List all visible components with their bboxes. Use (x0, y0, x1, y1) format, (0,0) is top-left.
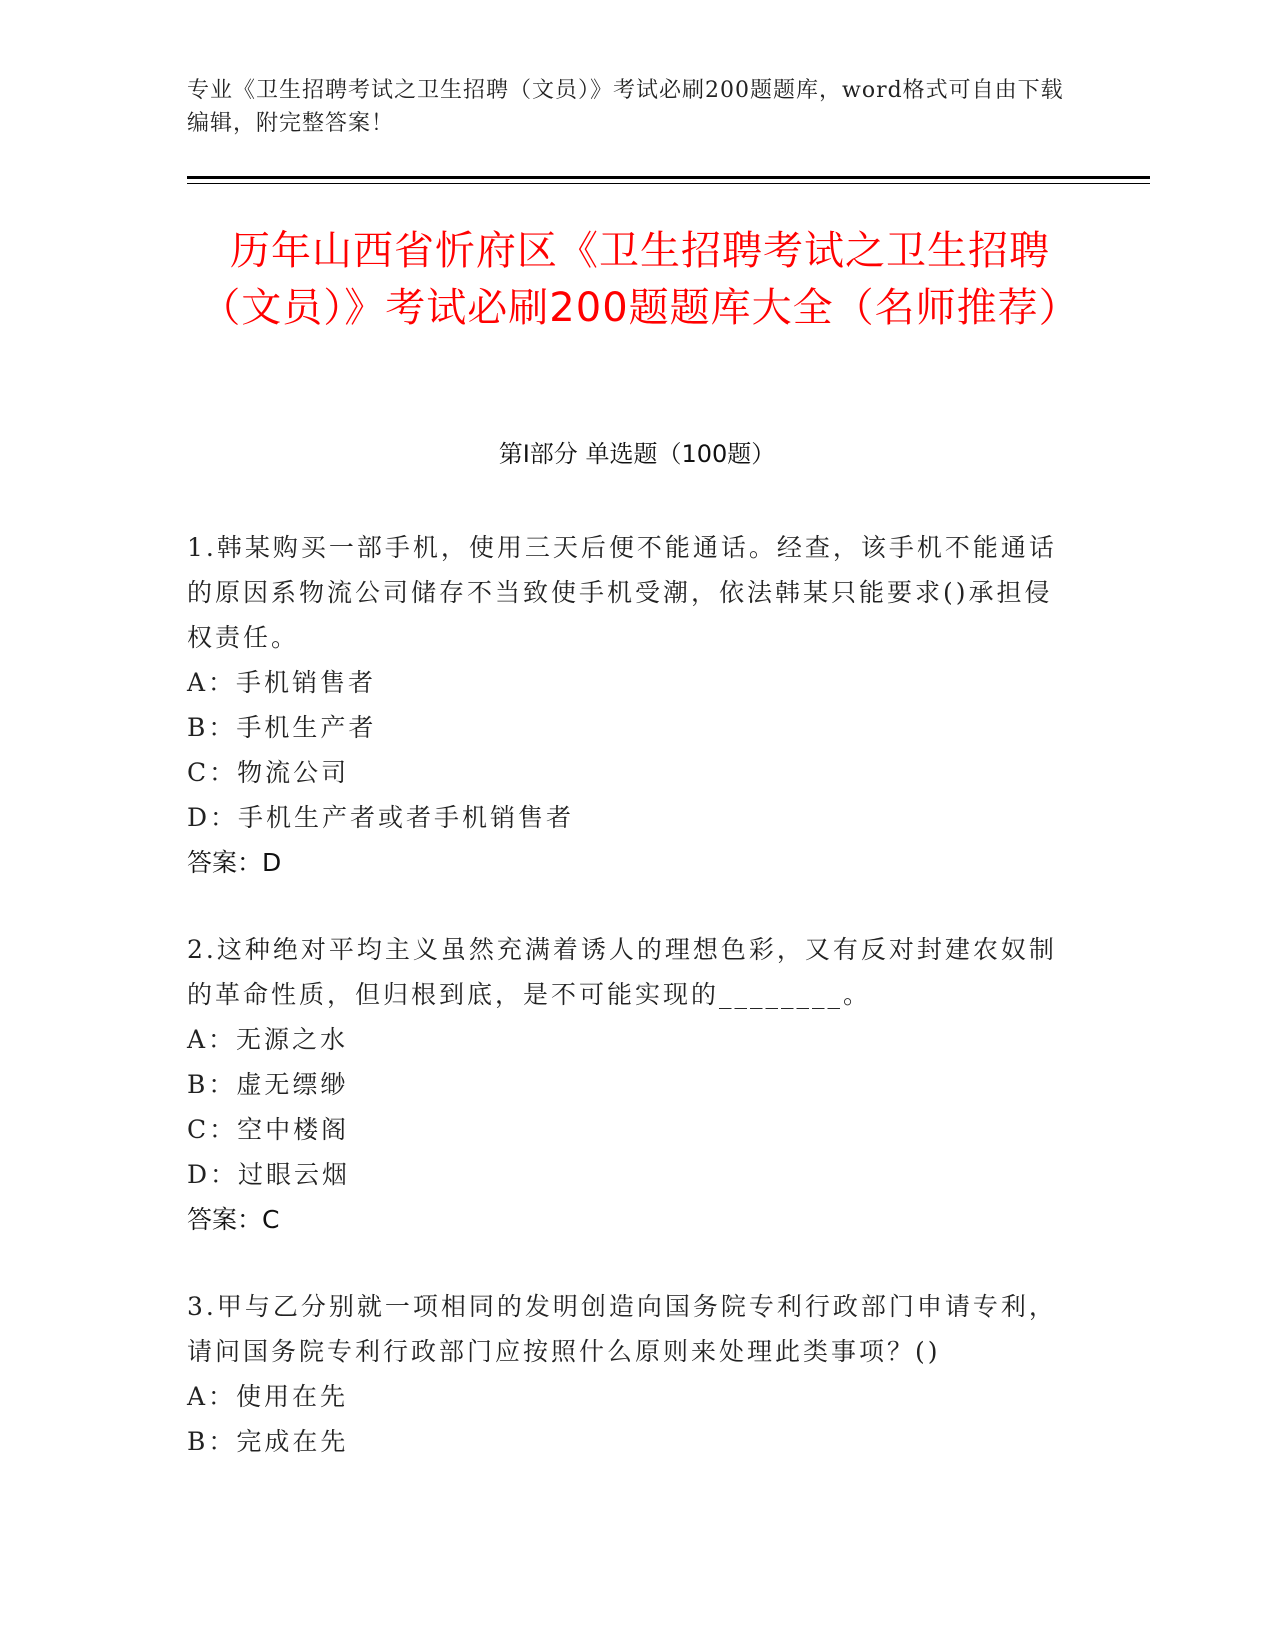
question-stem: 1.韩某购买一部手机，使用三天后便不能通话。经查，该手机不能通话的原因系物流公司储存不当致使手机受潮，依法韩某只能要求()承担侵权责任。 (187, 533, 1057, 652)
question-stem: 2.这种绝对平均主义虽然充满着诱人的理想色彩，又有反对封建农奴制的革命性质，但归根到底，是不可能实现的________。 (187, 935, 1057, 1009)
option-d: D：手机生产者或者手机销售者 (187, 803, 575, 832)
question-3 (187, 1284, 1067, 1464)
option-a: A：使用在先 (187, 1382, 349, 1411)
option-b: B：虚无缥缈 (187, 1070, 349, 1099)
answer: 答案：D (187, 848, 282, 877)
header-rule-thick (187, 176, 1150, 179)
question-1 (187, 525, 1067, 885)
question-list (187, 525, 1067, 1506)
option-c: C：空中楼阁 (187, 1115, 350, 1144)
option-b: B：完成在先 (187, 1427, 349, 1456)
section-heading: 第Ⅰ部分 单选题（100题） (498, 440, 776, 468)
option-a: A：无源之水 (187, 1025, 349, 1054)
question-2 (187, 927, 1067, 1242)
option-c: C：物流公司 (187, 758, 350, 787)
option-b: B：手机生产者 (187, 713, 377, 742)
header-note: 专业《卫生招聘考试之卫生招聘（文员）》考试必刷200题题库，word格式可自由下载编辑，附完整答案！ (187, 78, 1064, 136)
option-d: D：过眼云烟 (187, 1160, 351, 1189)
document-title: 历年山西省忻府区《卫生招聘考试之卫生招聘（文员）》考试必刷200题题库大全（名师推荐） (200, 228, 1080, 331)
question-stem: 3.甲与乙分别就一项相同的发明创造向国务院专利行政部门申请专利，请问国务院专利行政部门应按照什么原则来处理此类事项？() (187, 1292, 1057, 1366)
option-a: A：手机销售者 (187, 668, 377, 697)
header-rule-thin (187, 183, 1150, 184)
answer: 答案：C (187, 1205, 280, 1234)
